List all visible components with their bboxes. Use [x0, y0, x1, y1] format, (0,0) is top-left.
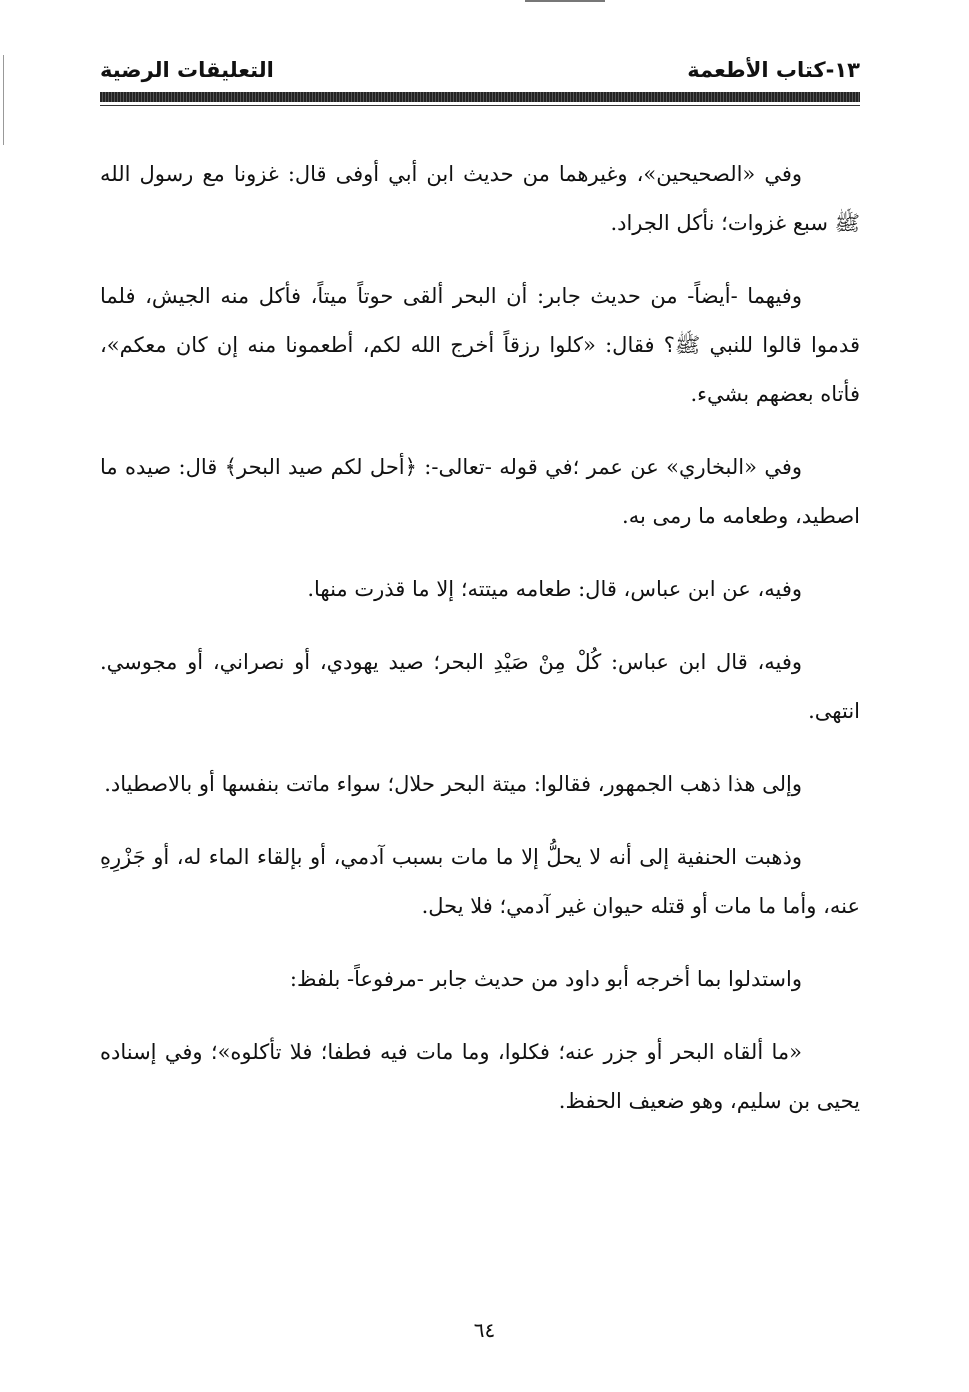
paragraph-7: وذهبت الحنفية إلى أنه لا يحلُّ إلا ما مات بسبب آدمي، أو بإلقاء الماء له، أو جَزْرِهِ عنه، وأما ما مات أو قتله حيوان غير آدمي؛ فلا يحل. [100, 845, 860, 918]
page-number: ٦٤ [473, 1318, 496, 1342]
paragraph-9: «ما ألقاه البحر أو جزر عنه؛ فكلوا، وما مات فيه فطفا؛ فلا تأكلوه»؛ وفي إسناده يحيى بن سليم، وهو ضعيف الحفظ. [100, 1040, 860, 1113]
paragraph-2: وفيهما -أيضاً- من حديث جابر: أن البحر ألقى حوتاً ميتاً، فأكل منه الجيش، فلما قدموا قالوا للنبي ﷺ؟ فقال: «كلوا رزقاً أخرج الله لكم، أطعمونا منه إن كان معكم»، فأتاه بعضهم بشيء. [100, 284, 860, 406]
paragraph-1: وفي «الصحيحين»، وغيرهما من حديث ابن أبي أوفى قال: غزونا مع رسول الله ﷺ سبع غزوات؛ نأكل الجراد. [100, 162, 860, 235]
page-body [100, 150, 860, 1150]
header-divider [100, 92, 860, 102]
book-title: التعليقات الرضية [100, 58, 274, 82]
paragraph-5: وفيه، قال ابن عباس: كُلْ مِنْ صَيْدِ البحر؛ صيد يهودي، أو نصراني، أو مجوسي. انتهى. [100, 650, 860, 723]
chapter-title: ١٣-كتاب الأطعمة [687, 58, 860, 82]
paragraph-4: وفيه، عن ابن عباس، قال: طعامه ميتته؛ إلا ما قذرت منها. [307, 577, 802, 601]
paragraph-3: وفي «البخاري» عن عمر ؛في قوله -تعالى-: ﴿أحل لكم صيد البحر﴾ قال: صيده ما اصطيد، وطعامه ما رمى به. [100, 455, 860, 528]
paragraph-6: وإلى هذا ذهب الجمهور، فقالوا: ميتة البحر حلال؛ سواء ماتت بنفسها أو بالاصطياد. [104, 772, 802, 796]
running-header [100, 58, 860, 88]
paragraph-8: واستدلوا بما أخرجه أبو داود من حديث جابر -مرفوعاً- بلفظ: [289, 967, 802, 991]
top-edge-rule [525, 0, 605, 2]
page-edge-line [3, 55, 4, 145]
